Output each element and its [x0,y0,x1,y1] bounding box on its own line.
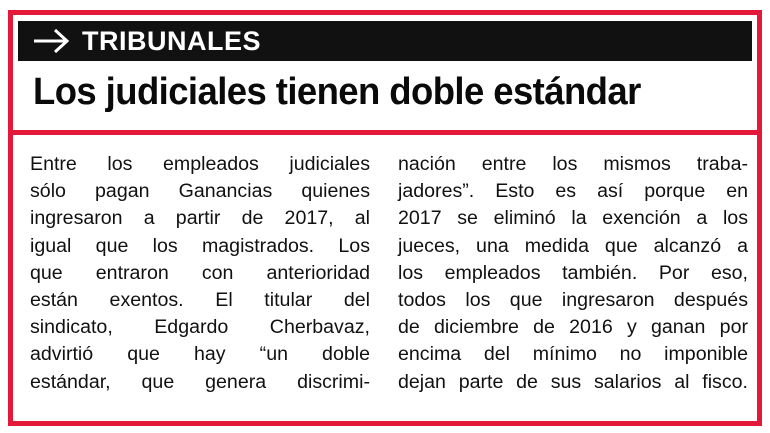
body-line: nación entre los mismos traba- [398,153,748,175]
body-line: de diciembre de 2016 y ganan por [398,316,748,339]
body-line: que entraron con anterioridad [30,261,370,284]
article-box [8,10,762,426]
body-column-right [398,151,748,396]
section-header-bar [18,21,752,61]
body-line: dejan parte de sus salarios al fisco. [398,370,748,393]
divider [13,130,757,135]
body-line: están exentos. El titular del [30,289,370,312]
headline: Los judiciales tienen doble estándar [33,71,641,113]
body-line: 2017 se eliminó la exención a los [398,207,748,230]
body-line: jadores”. Esto es así porque en [398,180,748,203]
body-line: jueces, una medida que alcanzó a [398,234,748,257]
body-line: sólo pagan Ganancias quienes [30,180,370,203]
body-column-left [30,151,370,396]
arrow-right-icon [32,28,70,54]
body-line: los empleados también. Por eso, [398,261,748,284]
body-line: Entre los empleados judiciales [30,153,370,175]
body-line: igual que los magistrados. Los [30,234,370,257]
body-line: estándar, que genera discrimi- [30,370,370,393]
body-line: ingresaron a partir de 2017, al [30,207,370,230]
section-label: TRIBUNALES [82,25,261,56]
body-line: advirtió que hay “un doble [30,343,370,366]
body-line: encima del mínimo no imponible [398,343,748,366]
body-line: sindicato, Edgardo Cherbavaz, [30,316,370,339]
body-line: todos los que ingresaron después [398,289,748,312]
